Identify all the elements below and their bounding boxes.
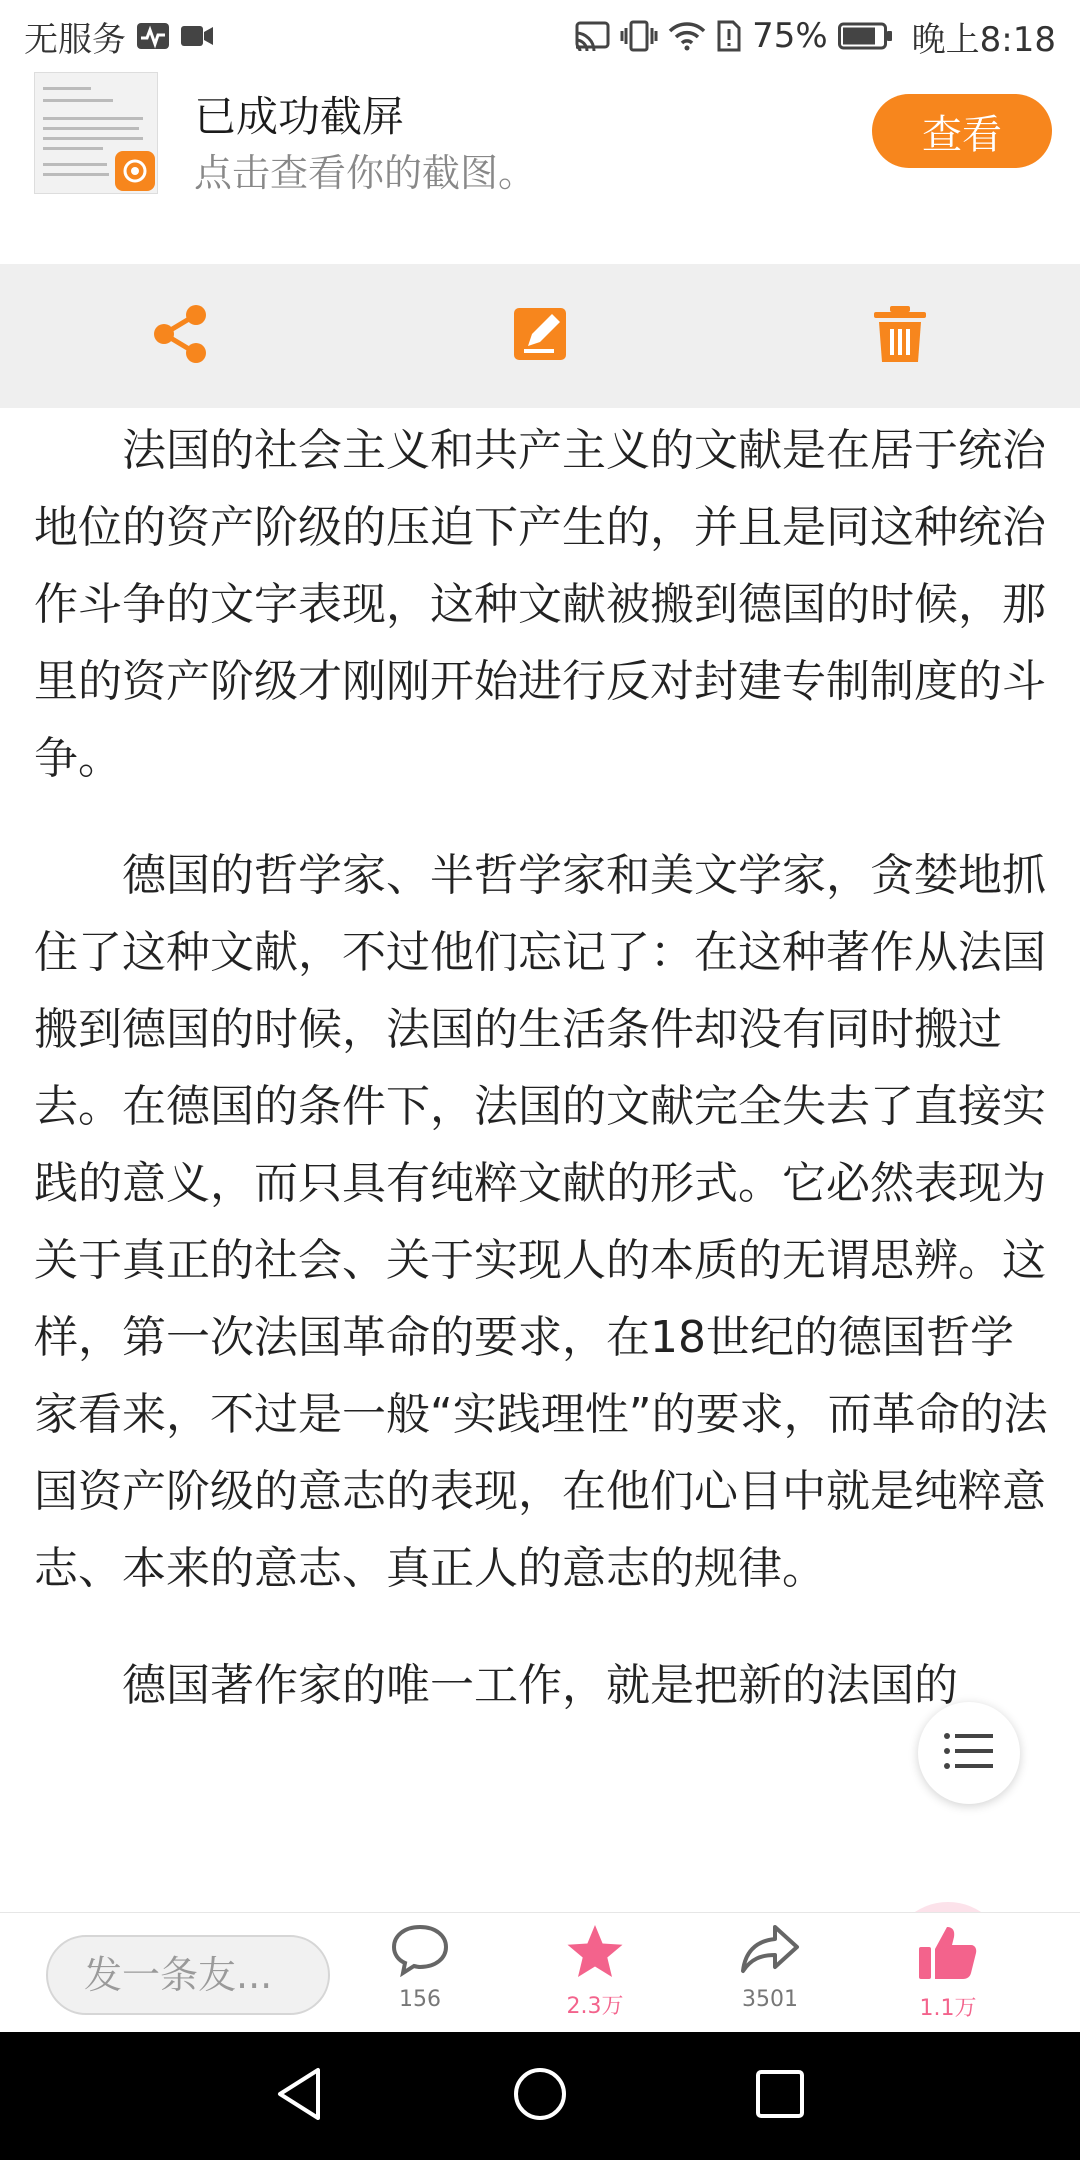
article-paragraph: 德国著作家的唯一工作，就是把新的法国的: [122, 1660, 958, 1711]
share-button[interactable]: [144, 300, 216, 372]
thumb-line: [43, 127, 139, 130]
likes-count: 1.1万: [919, 1996, 977, 2021]
cast-icon: [574, 21, 610, 51]
status-right: [574, 12, 1056, 61]
article-body: [34, 412, 1050, 1912]
share-article-button[interactable]: [710, 1923, 830, 2027]
home-button[interactable]: [508, 2064, 572, 2128]
thumb-line: [43, 173, 109, 176]
interaction-bar: [0, 1912, 1080, 2033]
battery-percent: 75%: [752, 16, 828, 56]
shares-count: 3501: [742, 1987, 798, 2012]
thumb-line: [43, 117, 143, 120]
star-icon: [565, 1923, 625, 1983]
recents-square-icon: [750, 2064, 810, 2128]
favorites-count: 2.3万: [566, 1994, 624, 2019]
notification-subtitle: 点击查看你的截图。: [194, 151, 537, 195]
comment-input[interactable]: 发一条友...: [46, 1935, 330, 2015]
thumb-line: [43, 163, 107, 166]
recents-button[interactable]: [748, 2064, 812, 2128]
trash-icon: [868, 302, 932, 370]
list-icon: [943, 1731, 995, 1775]
delete-button[interactable]: [864, 300, 936, 372]
edit-button[interactable]: [504, 300, 576, 372]
article-paragraph: 法国的社会主义和共产主义的文献是在居于统治地位的资产阶级的压迫下产生的，并且是同这种统治作斗争的文字表现，这种文献被搬到德国的时候，那里的资产阶级才刚刚开始进行反对封建专制制度的斗争。: [34, 425, 1046, 784]
edit-icon: [508, 302, 572, 370]
status-bar: [0, 0, 1080, 72]
article-paragraph: 德国的哲学家、半哲学家和美文学家，贪婪地抓住了这种文献，不过他们忘记了：在这种著作从法国搬到德国的时候，法国的生活条件却没有同时搬过去。在德国的条件下，法国的文献完全失去了直接实践的意义，而只具有纯粹文献的形式。它必然表现为关于真正的社会、关于实现人的本质的无谓思辨。这样，第一次法国革命的要求，在18世纪的德国哲学家看来，不过是一般“实践理性”的要求，而革命的法国资产阶级的意志的表现，在他们心目中就是纯粹意志、本来的意志、真正人的意志的规律。: [34, 850, 1048, 1594]
like-button[interactable]: [888, 1923, 1008, 2027]
wifi-icon: [668, 21, 706, 51]
vibrate-icon: [620, 20, 658, 52]
screen-record-icon: [115, 151, 155, 191]
back-button[interactable]: [268, 2064, 332, 2128]
sim-alert-icon: [716, 19, 742, 53]
forward-icon: [739, 1923, 801, 1981]
back-triangle-icon: [270, 2064, 330, 2128]
home-circle-icon: [510, 2064, 570, 2128]
screenshot-thumbnail[interactable]: [34, 72, 158, 194]
thumbs-up-icon: [917, 1923, 979, 1985]
share-icon: [148, 302, 212, 370]
thumb-line: [43, 147, 103, 150]
comments-count: 156: [399, 1987, 441, 2012]
thumb-line: [43, 87, 91, 90]
thumb-line: [43, 99, 113, 102]
table-of-contents-button[interactable]: [918, 1702, 1020, 1804]
activity-icon: [136, 22, 170, 50]
carrier-text: 无服务: [24, 19, 126, 60]
favorite-button[interactable]: [535, 1923, 655, 2027]
view-screenshot-button[interactable]: 查看: [872, 94, 1052, 168]
system-navigation-bar: [0, 2032, 1080, 2160]
comments-button[interactable]: [360, 1923, 480, 2027]
notification-title: 已成功截屏: [194, 92, 405, 141]
action-toolbar: [0, 264, 1080, 408]
battery-icon: [838, 22, 894, 50]
comment-icon: [390, 1923, 450, 1981]
video-icon: [180, 23, 214, 49]
thumb-line: [43, 137, 143, 140]
clock-time: 晚上8:18: [911, 19, 1056, 60]
status-left: [24, 12, 214, 61]
screenshot-notification[interactable]: [0, 72, 1080, 264]
